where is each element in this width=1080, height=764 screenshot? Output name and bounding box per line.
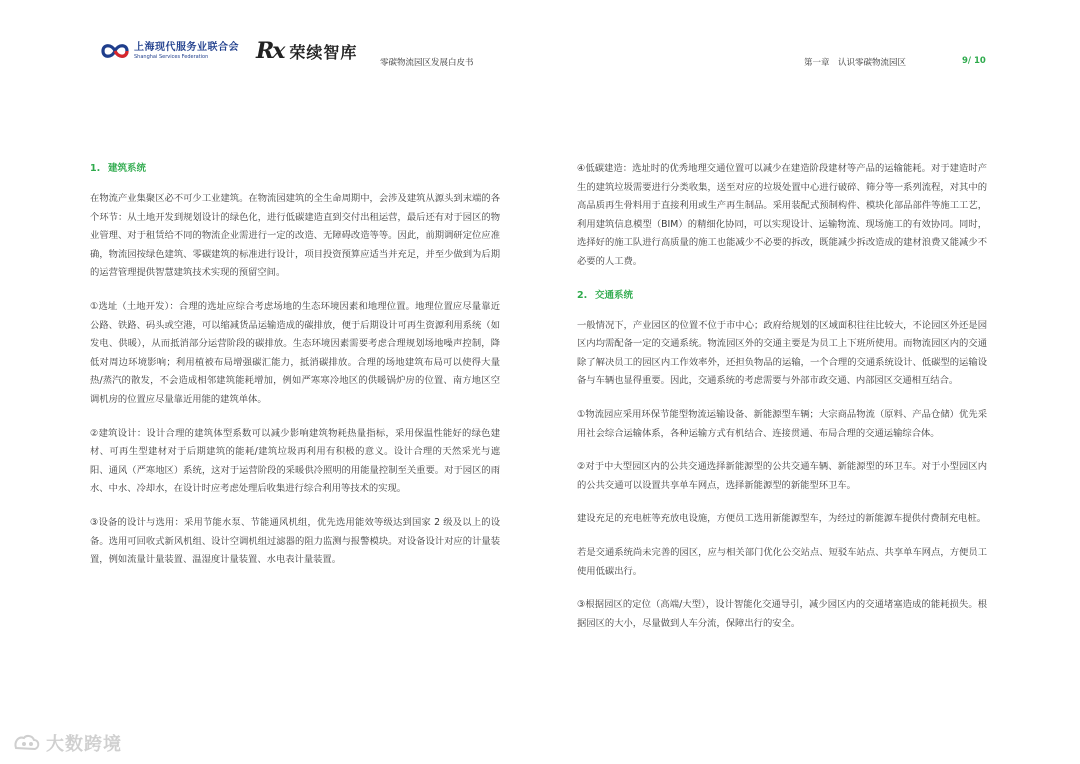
paragraph: ①物流园应采用环保节能型物流运输设备、新能源型车辆；大宗商品物流（原料、产品仓储）优先采用社会综合运输体系，各种运输方式有机结合、连接贯通、布局合理的交通运输综合体。 xyxy=(577,408,987,439)
ssf-logo-en: Shanghai Services Federation xyxy=(134,53,209,60)
paragraph: ②对于中大型园区内的公共交通选择新能源型的公共交通车辆、新能源型的环卫车。对于小型园区内的公共交通可以设置共享单车网点，选择新能源型的新能型环卫车。 xyxy=(577,461,987,491)
chapter-title: 第一章 认识零碳物流园区 xyxy=(804,58,907,68)
ssf-logo-icon xyxy=(100,40,130,62)
section-number: 1. xyxy=(90,163,101,174)
page-number: 9/ 10 xyxy=(962,56,986,66)
paragraph: ①选址（土地开发）：合理的选址应综合考虑场地的生态环境因素和地理位置。地理位置应尽量靠近公路、铁路、码头或空港，可以缩减货品运输造成的碳排放，便于后期设计可再生资源利用系统（如发电、供暖），从而抵消部分运营阶段的碳排放。生态环境因素需要考虑合理规划场地噪声控制，降低对周边环境影响；利用植被布局增强碳汇能力，抵消碳排放。合理的场地建筑布局可以使得大量热/蒸汽的散发，不会造成相邻建筑能耗增加，例如严寒寒冷地区的供暖锅炉房的位置、南方地区空调机房的位置应尽量靠近用能的建筑单体。 xyxy=(90,300,500,405)
paragraph: ③根据园区的定位（高端/大型），设计智能化交通导引，减少园区内的交通堵塞造成的能耗损失。根据园区的大小，尽量做到人车分流，保障出行的安全。 xyxy=(577,599,987,629)
section-title: 交通系统 xyxy=(595,289,634,301)
watermark-logo-icon xyxy=(12,732,42,754)
section-heading-building xyxy=(90,160,500,178)
section-title: 建筑系统 xyxy=(108,163,147,174)
section-number: 2. xyxy=(577,289,588,301)
watermark xyxy=(12,730,122,756)
document-title: 零碳物流园区发展白皮书 xyxy=(380,58,474,68)
right-column xyxy=(577,160,987,648)
paragraph: 建设充足的充电桩等充放电设施，方便员工选用新能源型车，为经过的新能源车提供付费制充电桩。 xyxy=(577,513,987,525)
paragraph: ②建筑设计：设计合理的建筑体型系数可以减少影响建筑物耗热量指标，采用保温性能好的绿色建材、可再生型建材对于后期建筑的能耗/建筑垃圾再利用有积极的意义。设计合理的天然采光与遮阳、通风（严寒地区）系统，这对于运营阶段的采暖供冷照明的用能量控制至关重要。对于园区的雨水、中水、冷却水，在设计时应考虑处理后收集进行综合利用等技术的实现。 xyxy=(90,427,500,495)
paragraph: 在物流产业集聚区必不可少工业建筑。在物流园建筑的全生命周期中，会涉及建筑从源头到末端的各个环节：从土地开发到规划设计的绿色化，进行低碳建造直到交付出租运营，最后还有对于园区的物业管理、对于租赁给不同的物流企业需进行一定的改造、无障碍改造等等。因此，前期调研定位应准确，物流园按绿色建筑、零碳建筑的标准进行设计，项目投资预算应适当并充足，并至少做到为后期的运营管理提供智慧建筑技术实现的预留空间。 xyxy=(90,193,500,279)
rongxu-logo-text: 荣续智库 xyxy=(289,42,358,62)
paragraph: 若是交通系统尚未完善的园区，应与相关部门优化公交站点、短驳车站点、共享单车网点，方便员工使用低碳出行。 xyxy=(577,546,987,577)
paragraph: 一般情况下，产业园区的位置不位于市中心；政府给规划的区域面积往往比较大，不论园区外还是园区内均需配备一定的交通系统。物流园区外的交通主要是为员工上下班所使用。而物流园区内的交通除了解决员工的园区内工作效率外，还担负物品的运输，一个合理的交通系统设计、低碳型的运输设备与车辆也显得重要。因此，交通系统的考虑需要与外部市政交通、内部园区交通相互结合。 xyxy=(577,319,987,387)
paragraph: ③设备的设计与选用：采用节能水泵、节能通风机组，优先选用能效等级达到国家 2 级及以上的设备。选用可回收式新风机组、设计空调机组过滤器的阻力监测与报警模块。对设备设计对应的计量装置，例如流量计量装置、温湿度计量装置、水电表计量装置。 xyxy=(90,516,500,566)
rongxu-logo-mark: Rx xyxy=(256,38,284,64)
paragraph: ④低碳建造：选址时的优秀地理交通位置可以减少在建造阶段建材等产品的运输能耗。对于建造时产生的建筑垃圾需要进行分类收集，送至对应的垃圾处置中心进行破碎、筛分等一系列流程，对其中的高品质再生骨料用于直接利用或生产再生制品。采用装配式预制构件、模块化部品部件等施工工艺，利用建筑信息模型（BIM）的精细化协同，可以实现设计、运输物流、现场施工的有效协同。同时，选择好的施工队进行高质量的施工也能减少不必要的拆改，既能减少拆改造成的建材浪费又能减少不必要的人工费。 xyxy=(577,163,987,267)
section-heading-traffic xyxy=(577,287,987,305)
ssf-logo xyxy=(100,40,239,62)
left-column xyxy=(90,160,500,585)
page-header xyxy=(0,0,1080,80)
rongxu-logo xyxy=(256,38,357,64)
watermark-text: 大数跨境 xyxy=(46,734,122,755)
ssf-logo-cn: 上海现代服务业联合会 xyxy=(134,41,239,53)
